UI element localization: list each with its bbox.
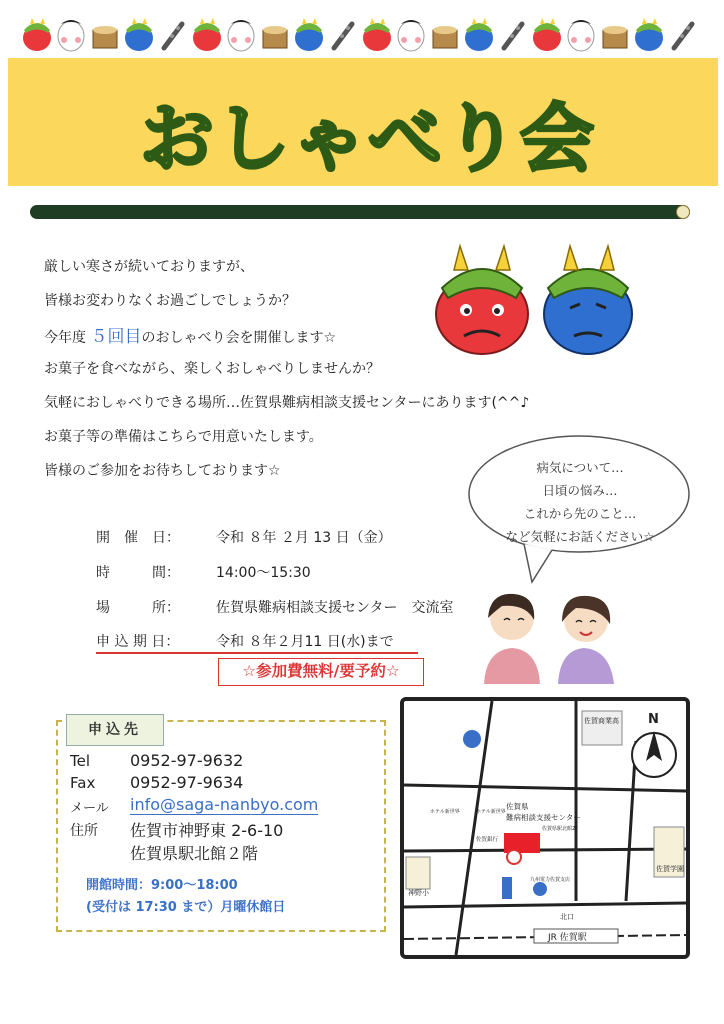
map-bank: 佐賀銀行: [476, 837, 499, 843]
opening-hours: 開館時間：9:00～18:00: [86, 878, 238, 893]
intro-text: のおしゃべり会を開催します☆: [141, 330, 337, 346]
blue-oni-icon: [544, 246, 632, 354]
red-oni-icon: [193, 18, 221, 51]
bean-box-icon: [93, 26, 117, 48]
map-center-floor: 佐賀県駅北館2F: [542, 826, 579, 832]
map-kyushu: 九州電力佐賀支店: [530, 877, 571, 883]
fax-label: Fax: [70, 774, 96, 792]
blue-oni-icon: [295, 18, 323, 51]
mail-label: メール: [70, 801, 109, 816]
women-illustration: [474, 588, 624, 684]
bubble-line: これから先のこと…: [523, 506, 637, 521]
red-oni-icon: [363, 18, 391, 51]
blue-oni-icon: [465, 18, 493, 51]
setsubun-border: [22, 14, 702, 54]
bubble-text: [470, 456, 690, 548]
intro-line: 皆様お変わりなくお過ごしでしょうか？: [44, 293, 296, 309]
deadline-label: 申 込 期 日：: [96, 634, 180, 650]
email-link[interactable]: info@saga-nanbyo.com: [130, 795, 319, 814]
intro-line: 皆様のご参加をお待ちしております☆: [44, 463, 281, 479]
contact-tag: 申込先: [66, 714, 164, 746]
bubble-line: 病気について…: [536, 460, 624, 475]
bean-box-icon: [433, 26, 457, 48]
map-station: JR 佐賀駅: [548, 933, 587, 943]
title-banner: [8, 58, 718, 186]
intro-line: お菓子を食べながら、楽しくおしゃべりしませんか？: [44, 361, 380, 377]
place-label: 場 所：: [96, 600, 180, 616]
address-line: 佐賀市神野東 2-6-10: [130, 821, 284, 840]
oni-illustration: [424, 240, 644, 360]
intro-line: 気軽におしゃべりできる場所…佐賀県難病相談支援センターにあります(^^♪: [44, 395, 530, 411]
time-value: 14:00～15:30: [216, 565, 311, 581]
map-north-exit: 北口: [560, 913, 574, 921]
kanabo-club-icon: [164, 24, 182, 48]
divider-bar: [30, 205, 690, 219]
map-school-right: 佐賀学園: [656, 865, 684, 873]
deadline-value: 令和 ８年２月11 日(水)まで: [216, 634, 394, 650]
map-center-name: 佐賀県: [506, 802, 529, 811]
address-line: 佐賀県駅北館２階: [130, 844, 259, 863]
kanabo-club-icon: [334, 24, 352, 48]
reception-note: (受付は 17:30 まで）月曜休館日: [86, 900, 286, 915]
woman-right-icon: [558, 596, 614, 684]
otafuku-mask-icon: [398, 20, 424, 51]
address-label: 住所: [70, 823, 98, 839]
time-label: 時 間：: [96, 565, 180, 581]
intro-line: 厳しい寒さが続いておりますが、: [44, 259, 254, 275]
intro-line: お菓子等の準備はこちらで用意いたします。: [44, 429, 323, 445]
bean-box-icon: [263, 26, 287, 48]
bubble-line: 日頃の悩み…: [542, 483, 618, 498]
tel-value[interactable]: 0952-97-9632: [130, 751, 244, 770]
red-oni-icon: [436, 246, 528, 354]
fax-value: 0952-97-9634: [130, 773, 244, 792]
map-hotel: ホテル新世界: [430, 809, 460, 815]
map-hotel: ホテル新世界: [476, 809, 506, 815]
woman-left-icon: [484, 594, 540, 684]
red-oni-icon: [23, 18, 51, 51]
map-center-name: 難病相談支援センター: [506, 813, 581, 822]
otafuku-mask-icon: [58, 20, 84, 51]
map-school-top: 佐賀商業高: [584, 717, 619, 725]
bean-box-icon: [603, 26, 627, 48]
kanabo-club-icon: [504, 24, 522, 48]
deadline-underline: [96, 652, 418, 654]
tel-label: Tel: [70, 752, 91, 770]
access-map: [400, 697, 690, 959]
page-title: おしゃべり会: [140, 96, 596, 182]
map-north: N: [648, 712, 659, 727]
intro-text: 今年度: [44, 330, 86, 346]
blue-oni-icon: [635, 18, 663, 51]
kanabo-club-icon: [674, 24, 692, 48]
otafuku-mask-icon: [568, 20, 594, 51]
free-admission-note: ☆参加費無料/要予約☆: [218, 658, 424, 686]
blue-oni-icon: [125, 18, 153, 51]
otafuku-mask-icon: [228, 20, 254, 51]
bubble-line: など気軽にお話ください☆: [505, 529, 655, 544]
divider-end: [676, 205, 690, 219]
session-number: ５回目: [90, 327, 142, 347]
intro-line: [44, 322, 336, 347]
map-school-left: 神野小: [408, 889, 429, 897]
date-value: 令和 ８年 ２月 13 日（金）: [216, 530, 392, 546]
date-label: 開 催 日：: [96, 530, 180, 546]
red-oni-icon: [533, 18, 561, 51]
place-value: 佐賀県難病相談支援センター 交流室: [216, 600, 454, 616]
